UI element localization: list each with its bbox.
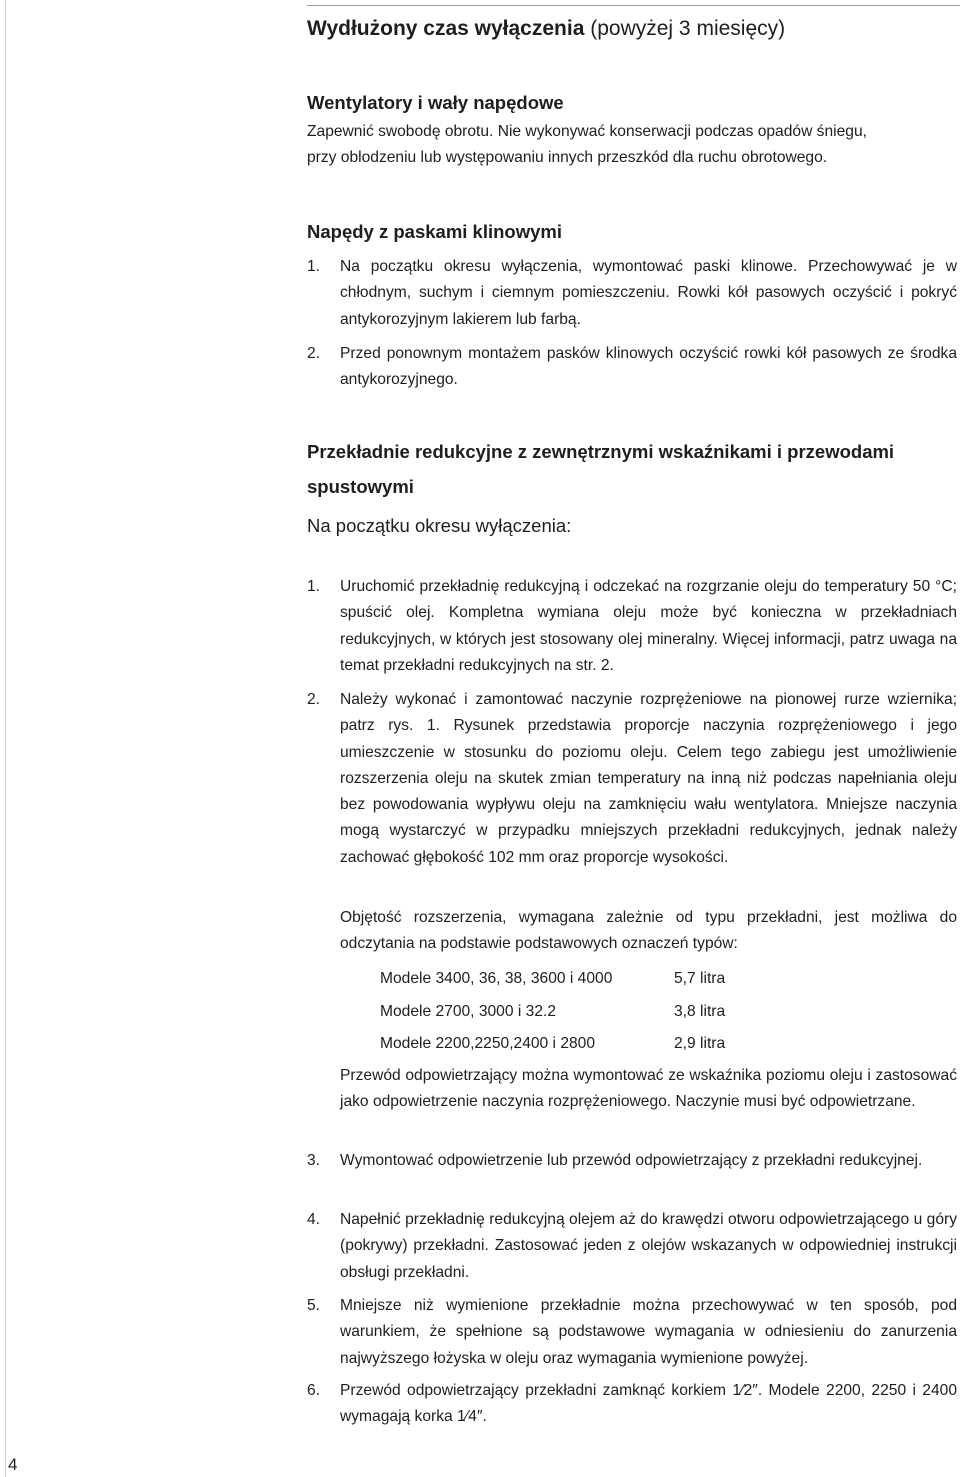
- vbelt-item-2: [307, 341, 957, 394]
- item-number: 2.: [307, 345, 321, 362]
- item-text: Uruchomić przekładnię redukcyjną i odczekać na rozgrzanie oleju do temperatury 50 °C; spuścić olej. Kompletna wymiana oleju może być konieczna w przekładniach redukcyjnych, w których jest stosowany olej mineralny. Więcej informacji, patrz uwaga na temat przekładni redukcyjnych na str. 2.: [340, 578, 957, 674]
- page-title-bold: Wydłużony czas wyłączenia: [307, 17, 585, 40]
- item-number: 1.: [307, 258, 321, 275]
- expansion-paragraph: [307, 905, 957, 958]
- expansion-text: Objętość rozszerzenia, wymagana zależnie od typu przekładni, jest możliwa do odczytania na podstawie podstawowych oznaczeń typów:: [340, 909, 957, 953]
- table-row: [380, 1028, 725, 1061]
- model-cell: Modele 2200,2250,2400 i 2800: [380, 1035, 596, 1053]
- fans-paragraph: [307, 119, 867, 171]
- volume-cell: 3,8 litra: [674, 1002, 726, 1020]
- item-text: Przed ponownym montażem pasków klinowych oczyścić rowki kół pasowych ze środka antykorozyjnego.: [340, 345, 957, 389]
- vent-paragraph: [307, 1063, 957, 1116]
- models-table: [380, 963, 725, 1061]
- item-number: 4.: [307, 1211, 321, 1228]
- gearbox-subheading: Na początku okresu wyłączenia:: [307, 515, 572, 536]
- fans-line-2: przy oblodzeniu lub występowaniu innych przeszkód dla ruchu obrotowego.: [307, 149, 828, 166]
- gearbox-item-3: [307, 1148, 957, 1174]
- vbelts-heading: Napędy z paskami klinowymi: [307, 221, 562, 242]
- table-row: [380, 996, 725, 1029]
- item-text: Należy wykonać i zamontować naczynie rozprężeniowe na pionowej rurze wziernika; patrz rys. 1. Rysunek przedstawia proporcje naczynia rozprężeniowego i jego umieszczenie w stosunku do poziomu oleju. Celem tego zabiegu jest umożliwienie rozszerzenia oleju na skutek zmian temperatury na inną niż podczas napełniania oleju bez powodowania wypływu oleju na zamknięciu wału wentylatora. Mniejsze naczynia mogą wystarczyć w przypadku mniejszych przekładni redukcyjnych, jednak należy zachować głębokość 102 mm oraz proporcje wysokości.: [340, 691, 957, 866]
- item-number: 6.: [307, 1382, 321, 1399]
- vent-text: Przewód odpowietrzający można wymontować ze wskaźnika poziomu oleju i zastosować jako odpowietrzenie naczynia rozprężeniowego. Naczynie musi być odpowietrzane.: [340, 1067, 957, 1111]
- table-row: [380, 963, 725, 996]
- fans-heading: Wentylatory i wały napędowe: [307, 92, 564, 113]
- item-number: 3.: [307, 1152, 321, 1169]
- volume-cell: 5,7 litra: [674, 970, 726, 988]
- gearbox-heading-line-2: spustowymi: [307, 476, 414, 497]
- page-edge: [0, 0, 6, 1477]
- volume-cell: 2,9 litra: [674, 1035, 726, 1053]
- fans-line-1: Zapewnić swobodę obrotu. Nie wykonywać konserwacji podczas opadów śniegu,: [307, 123, 867, 140]
- page-number: 4: [8, 1455, 18, 1474]
- page-title-light: (powyżej 3 miesięcy): [590, 17, 786, 40]
- gearbox-item-4: [307, 1207, 957, 1286]
- model-cell: Modele 2700, 3000 i 32.2: [380, 1002, 557, 1020]
- item-text: Napełnić przekładnię redukcyjną olejem aż do krawędzi otworu odpowietrzającego u góry (pokrywy) przekładni. Zastosować jeden z olejów wskazanych w odpowiedniej instrukcji obsługi przekładni.: [340, 1211, 957, 1281]
- gearbox-item-5: [307, 1293, 957, 1372]
- gearbox-item-6: [307, 1378, 957, 1431]
- vbelt-item-1: [307, 254, 957, 333]
- item-text: Na początku okresu wyłączenia, wymontować paski klinowe. Przechowywać je w chłodnym, suchym i ciemnym pomieszczeniu. Rowki kół pasowych oczyścić i pokryć antykorozyjnym lakierem lub farbą.: [340, 258, 957, 328]
- item-text: Przewód odpowietrzający przekładni zamknąć korkiem 1⁄2″. Modele 2200, 2250 i 2400 wymagają korka 1⁄4″.: [340, 1382, 957, 1426]
- model-cell: Modele 3400, 36, 38, 3600 i 4000: [380, 970, 613, 988]
- item-text: Mniejsze niż wymienione przekładnie można przechowywać w ten sposób, pod warunkiem, że spełnione są podstawowe wymagania w odniesieniu do zanurzenia najwyższego łożyska w oleju oraz wymagania wymienione powyżej.: [340, 1297, 957, 1367]
- top-rule: [307, 5, 960, 6]
- item-text: Wymontować odpowietrzenie lub przewód odpowietrzający z przekładni redukcyjnej.: [340, 1152, 923, 1169]
- gearbox-item-1: [307, 574, 957, 679]
- item-number: 2.: [307, 691, 321, 708]
- gearbox-item-2: [307, 687, 957, 871]
- page-title: [307, 17, 785, 41]
- item-number: 5.: [307, 1297, 321, 1314]
- item-number: 1.: [307, 578, 321, 595]
- gearbox-heading-line-1: Przekładnie redukcyjne z zewnętrznymi wskaźnikami i przewodami: [307, 441, 895, 462]
